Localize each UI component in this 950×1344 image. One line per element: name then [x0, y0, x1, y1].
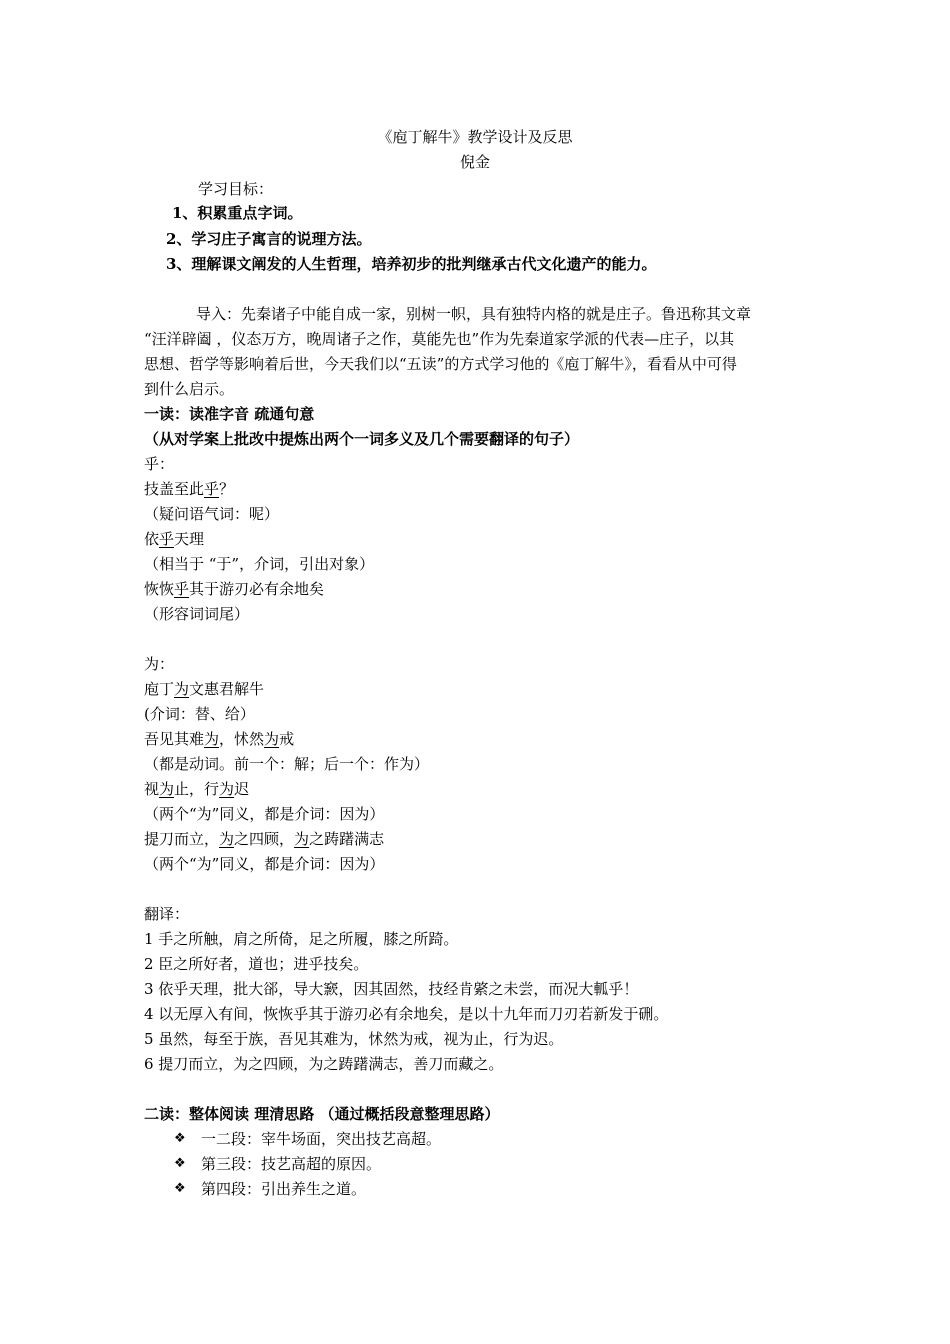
example-note: （形容词词尾） [144, 605, 250, 623]
goal-item: 1、积累重点字词。 [172, 204, 303, 222]
example-note: （都是动词。前一个：解；后一个：作为） [144, 755, 430, 773]
underlined-word: 乎 [159, 530, 175, 548]
outline-item: 第三段：技艺高超的原因。 [201, 1155, 382, 1173]
example-note: (介词：替、给） [144, 705, 255, 723]
translation-item: 2 臣之所好者，道也；进乎技矣。 [144, 955, 369, 973]
translation-item: 1 手之所触，肩之所倚，足之所履，膝之所踦。 [144, 930, 459, 948]
underlined-word: 为 [219, 780, 235, 798]
intro-line: 思想、哲学等影响着后世，今天我们以“五读”的方式学习他的《庖丁解牛》，看看从中可得 [144, 355, 737, 373]
document-title: 《庖丁解牛》教学设计及反思 [377, 128, 573, 146]
underlined-word: 乎 [204, 480, 220, 498]
outline-item: 第四段：引出养生之道。 [201, 1180, 367, 1198]
underlined-word: 为 [174, 680, 190, 698]
document-author: 倪金 [459, 153, 490, 171]
translation-heading: 翻译： [144, 905, 190, 923]
goal-item: 3、理解课文阐发的人生哲理，培养初步的批判继承古代文化遗产的能力。 [166, 255, 657, 273]
example-note: （两个“为”同义，都是介词：因为） [144, 855, 385, 873]
example-sentence: 恢恢乎其于游刃必有余地矣 [144, 580, 325, 598]
underlined-word: 为 [294, 830, 310, 848]
translation-item: 6 提刀而立，为之四顾，为之踌躇满志，善刀而藏之。 [144, 1055, 504, 1073]
example-note: （相当于 “于”，介词，引出对象） [144, 555, 375, 573]
example-sentence: 提刀而立，为之四顾，为之踌躇满志 [144, 830, 385, 848]
diamond-bullet-icon: ❖ [174, 1181, 186, 1196]
underlined-word: 为 [264, 730, 280, 748]
translation-item: 4 以无厚入有间，恢恢乎其于游刃必有余地矣，是以十九年而刀刃若新发于硎。 [144, 1005, 669, 1023]
translation-item: 5 虽然，每至于族，吾见其难为，怵然为戒，视为止，行为迟。 [144, 1030, 564, 1048]
example-sentence: 技盖至此乎？ [144, 480, 235, 498]
goal-item: 2、学习庄子寓言的说理方法。 [166, 230, 372, 248]
diamond-bullet-icon: ❖ [174, 1156, 186, 1171]
underlined-word: 为 [159, 780, 175, 798]
underlined-word: 乎 [174, 580, 190, 598]
section1-title: 一读：读准字音 疏通句意 [144, 405, 315, 423]
word-hu-heading: 乎： [144, 455, 175, 473]
diamond-bullet-icon: ❖ [174, 1131, 186, 1146]
goals-heading: 学习目标： [198, 180, 274, 198]
example-note: （疑问语气词：呢） [144, 505, 280, 523]
underlined-word: 为 [204, 730, 220, 748]
section2-title: 二读：整体阅读 理清思路 （通过概括段意整理思路） [144, 1105, 500, 1123]
underlined-word: 为 [219, 830, 235, 848]
intro-line: “汪洋辟阖 ，仪态万方，晚周诸子之作，莫能先也”作为先秦道家学派的代表—庄子，以其 [144, 330, 735, 348]
example-note: （两个“为”同义，都是介词：因为） [144, 805, 385, 823]
example-sentence: 视为止，行为迟 [144, 780, 250, 798]
section1-subtitle: （从对学案上批改中提炼出两个一词多义及几个需要翻译的句子） [144, 430, 580, 448]
outline-item: 一二段：宰牛场面，突出技艺高超。 [201, 1130, 442, 1148]
intro-line: 导入：先秦诸子中能自成一家，别树一帜，具有独特内格的就是庄子。鲁迅称其文章 [196, 305, 752, 323]
translation-item: 3 依乎天理，批大郤，导大窾，因其固然，技经肯綮之未尝，而况大軱乎！ [144, 980, 639, 998]
example-sentence: 吾见其难为，怵然为戒 [144, 730, 295, 748]
word-wei-heading: 为： [144, 655, 175, 673]
example-sentence: 庖丁为文惠君解牛 [144, 680, 265, 698]
intro-line: 到什么启示。 [144, 380, 235, 398]
example-sentence: 依乎天理 [144, 530, 205, 548]
